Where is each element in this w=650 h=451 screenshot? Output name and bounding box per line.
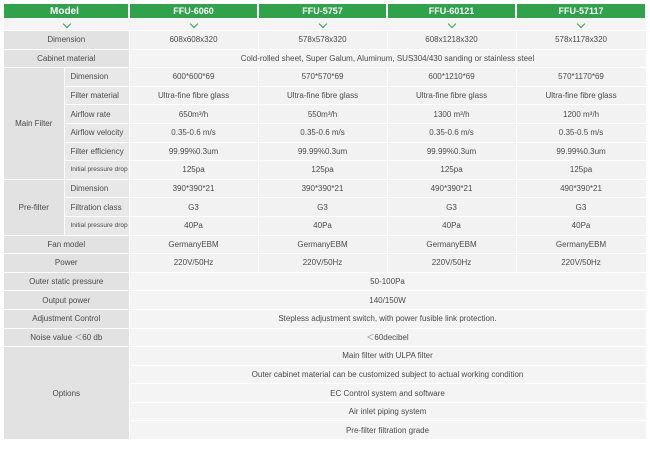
chevron-down-icon [447, 19, 455, 27]
header-row [4, 4, 646, 18]
cell-value: 99.99%0.3um [516, 142, 646, 161]
chevron-row [4, 18, 646, 31]
cell-value: 0.35-0.6 m/s [387, 123, 516, 142]
row-label: Filter efficiency [64, 142, 129, 161]
chevron-down-icon [318, 19, 326, 27]
cell-value: 99.99%0.3um [129, 142, 258, 161]
option-item: Pre-filter filtration grade [129, 421, 646, 440]
cell-value: G3 [258, 198, 387, 217]
group-label: Options [4, 347, 129, 440]
cell-value: Ultra-fine fibre glass [258, 86, 387, 105]
cell-value: 50-100Pa [129, 272, 646, 291]
cabinet-material-row [4, 49, 646, 68]
cell-value: 1300 m³/h [387, 105, 516, 124]
cell-value: 40Pa [258, 216, 387, 235]
model-header: Model [4, 4, 129, 18]
cell-value: 125pa [387, 161, 516, 180]
cell-value: 140/150W [129, 291, 646, 310]
cell-value: 390*390*21 [258, 179, 387, 198]
cell-value: 220V/50Hz [258, 254, 387, 273]
row-label: Power [4, 254, 129, 273]
chevron-down-icon [62, 19, 70, 27]
row-label: Initial pressure drop [64, 216, 129, 235]
cell-value: 0.35-0.6 m/s [129, 123, 258, 142]
outer-static-pressure-row [4, 272, 646, 291]
cell-value: 608x608x320 [129, 31, 258, 50]
cell-value: G3 [387, 198, 516, 217]
cell-value: 99.99%0.3um [387, 142, 516, 161]
filter-efficiency-row [4, 142, 646, 161]
cell-value: 125pa [129, 161, 258, 180]
option-item: Outer cabinet material can be customized subject to actual working condition [129, 365, 646, 384]
cell-value: 40Pa [129, 216, 258, 235]
row-label: Output power [4, 291, 129, 310]
row-label: Outer static pressure [4, 272, 129, 291]
options-row [4, 347, 646, 366]
model-column-header: FFU-5757 [258, 4, 387, 18]
row-label: Filtration class [64, 198, 129, 217]
row-label: Dimension [4, 31, 129, 50]
option-item: Air inlet piping system [129, 402, 646, 421]
filtration-class-row [4, 198, 646, 217]
group-label: Pre-filter [4, 179, 64, 235]
cell-value: 390*390*21 [129, 179, 258, 198]
cell-value: 490*390*21 [387, 179, 516, 198]
row-label: Airflow rate [64, 105, 129, 124]
row-label: Noise value ＜60 db [4, 328, 129, 347]
power-row [4, 254, 646, 273]
dimension-row [4, 31, 646, 50]
cell-value: Ultra-fine fibre glass [387, 86, 516, 105]
model-column-header: FFU-6060 [129, 4, 258, 18]
cell-value: 220V/50Hz [516, 254, 646, 273]
cell-value: Stepless adjustment switch, with power fusible link protection. [129, 309, 646, 328]
cell-value: 99.99%0.3um [258, 142, 387, 161]
airflow-velocity-row [4, 123, 646, 142]
row-label: Adjustment Control [4, 309, 129, 328]
cell-value: ＜60decibel [129, 328, 646, 347]
cell-value: Ultra-fine fibre glass [129, 86, 258, 105]
pre-filter-pressure-drop-row [4, 216, 646, 235]
cell-value: 0.35-0.5 m/s [516, 123, 646, 142]
cell-value: GermanyEBM [387, 235, 516, 254]
pre-filter-dimension-row [4, 179, 646, 198]
cell-value: 600*600*69 [129, 68, 258, 87]
cell-value: 600*1210*69 [387, 68, 516, 87]
cell-value: GermanyEBM [516, 235, 646, 254]
main-filter-dimension-row [4, 68, 646, 87]
row-label: Dimension [64, 179, 129, 198]
cell-value: G3 [516, 198, 646, 217]
cell-value: 570*1170*69 [516, 68, 646, 87]
cell-value: 125pa [516, 161, 646, 180]
cell-value: 125pa [258, 161, 387, 180]
chevron-down-icon [577, 19, 585, 27]
initial-pressure-drop-row [4, 161, 646, 180]
adjustment-control-row [4, 309, 646, 328]
cell-value: 220V/50Hz [129, 254, 258, 273]
row-label: Airflow velocity [64, 123, 129, 142]
cell-value: 220V/50Hz [387, 254, 516, 273]
cell-value: 0.35-0.6 m/s [258, 123, 387, 142]
group-label: Main Filter [4, 68, 64, 180]
option-item: EC Control system and software [129, 384, 646, 403]
cell-value: G3 [129, 198, 258, 217]
row-label: Fan model [4, 235, 129, 254]
noise-value-row [4, 328, 646, 347]
fan-model-row [4, 235, 646, 254]
cell-value: 570*570*69 [258, 68, 387, 87]
cell-value: GermanyEBM [129, 235, 258, 254]
output-power-row [4, 291, 646, 310]
filter-material-row [4, 86, 646, 105]
cell-value: Cold-rolled sheet, Super Galum, Aluminum, SUS304/430 sanding or stainless steel [129, 49, 646, 68]
cell-value: 550m³/h [258, 105, 387, 124]
row-label: Filter material [64, 86, 129, 105]
row-label: Initial pressure drop [64, 161, 129, 180]
cell-value: GermanyEBM [258, 235, 387, 254]
spec-table [4, 4, 647, 440]
chevron-down-icon [189, 19, 197, 27]
cell-value: Ultra-fine fibre glass [516, 86, 646, 105]
row-label: Dimension [64, 68, 129, 87]
cell-value: 40Pa [387, 216, 516, 235]
cell-value: 40Pa [516, 216, 646, 235]
model-column-header: FFU-60121 [387, 4, 516, 18]
row-label: Cabinet material [4, 49, 129, 68]
cell-value: 578x1178x320 [516, 31, 646, 50]
cell-value: 490*390*21 [516, 179, 646, 198]
airflow-rate-row [4, 105, 646, 124]
model-column-header: FFU-57117 [516, 4, 646, 18]
cell-value: 1200 m³/h [516, 105, 646, 124]
cell-value: 608x1218x320 [387, 31, 516, 50]
option-item: Main filter with ULPA filter [129, 347, 646, 366]
cell-value: 650m³/h [129, 105, 258, 124]
cell-value: 578x578x320 [258, 31, 387, 50]
